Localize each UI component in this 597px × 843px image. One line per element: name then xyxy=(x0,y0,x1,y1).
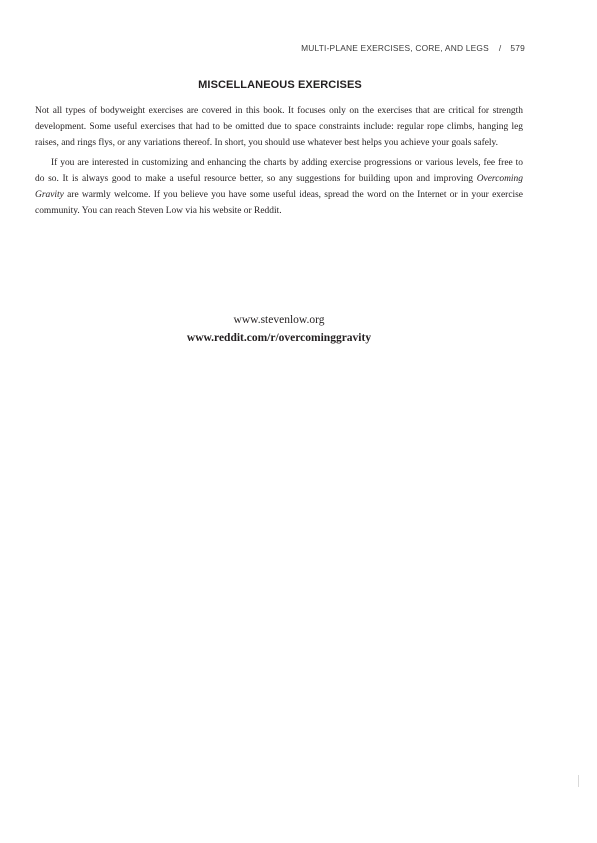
paragraph-2-part-2: are warmly welcome. If you believe you have some useful ideas, spread the word on the Internet or in your exercise community. You can reach Steven Low via his website or Reddit. xyxy=(35,189,523,216)
running-header xyxy=(301,43,525,53)
book-title: Overcoming Gravity xyxy=(35,174,523,200)
running-title: MULTI-PLANE EXERCISES, CORE, AND LEGS xyxy=(301,43,489,53)
header-separator: / xyxy=(498,43,502,53)
paragraph-1: Not all types of bodyweight exercises are covered in this book. It focuses only on the exercises that are critical for strength development. Some useful exercises that had to be omitted due to space constraints include: regular rope climbs, hanging leg raises, and rings flys, or any variations thereof. In short, you should use whatever best helps you achieve your goals safely. xyxy=(35,106,523,148)
contact-links xyxy=(0,314,558,344)
paragraph-2 xyxy=(35,156,523,219)
section-title: MISCELLANEOUS EXERCISES xyxy=(198,79,362,91)
reddit-link[interactable]: www.reddit.com/r/overcominggravity xyxy=(186,332,372,344)
page-number: 579 xyxy=(510,43,525,53)
page-edge-mark xyxy=(578,775,579,787)
website-link[interactable]: www.stevenlow.org xyxy=(233,314,325,326)
paragraph-2-part-1: If you are interested in customizing and enhancing the charts by adding exercise progressions or various levels, fee free to do so. It is always good to make a useful resource better, so any suggestions for building upon and improving xyxy=(35,158,523,185)
body-text xyxy=(35,104,523,225)
